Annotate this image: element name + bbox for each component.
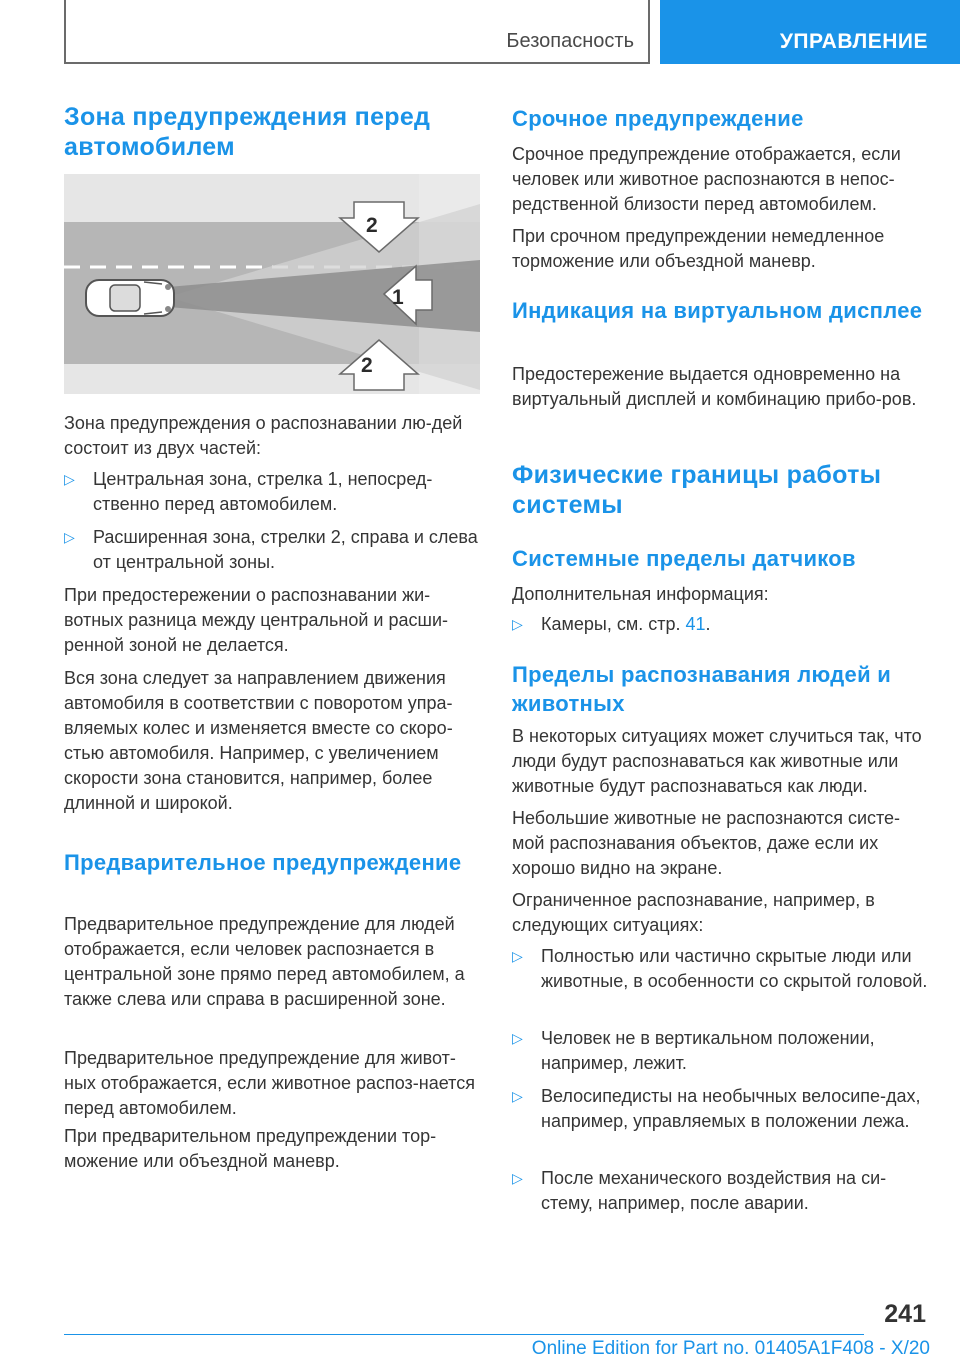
heading-warning-zone: Зона предупреждения перед автомобилем [64, 103, 431, 161]
paragraph-zone-follows: Вся зона следует за направлением движения автомобиля в соответствии с поворотом упра-вляемых колес и изменяется вместе со скоро-стью автомобиля. Например, с увеличением скорости зона становится, например, более длинной и широкой. [64, 668, 453, 813]
paragraph-additional-info: Дополнительная информация: [512, 584, 769, 604]
bullet-triangle-icon: ▷ [512, 1170, 523, 1186]
list-item-cameras: ▷ Камеры, см. стр. 41. [512, 612, 928, 637]
paragraph-small-animals: Небольшие животные не распознаются систе-мой распознавания объектов, даже если их хорошо видно на экране. [512, 808, 901, 878]
footer-divider [64, 1334, 864, 1335]
heading-preliminary-warning: Предварительное предупреждение [64, 850, 462, 875]
paragraph-urgent-action: При срочном предупреждении немедленное торможение или объездной маневр. [512, 226, 885, 271]
heading-physical-limits: Физические границы работы системы [512, 461, 882, 519]
page-reference-link[interactable]: 41 [685, 614, 706, 634]
list-item-cyclists: ▷ Велосипедисты на необычных велосипе-дах, например, управляемых в положении лежа. [512, 1086, 921, 1131]
heading-sensor-limits: Системные пределы датчиков [512, 546, 856, 571]
bullet-triangle-icon: ▷ [512, 1088, 523, 1104]
list-item-impact: ▷ После механического воздействия на си-стему, например, после аварии. [512, 1168, 887, 1213]
paragraph-virtual-display: Предостережение выдается одновременно на виртуальный дисплей и комбинацию прибо-ров. [512, 364, 917, 409]
list-item-central-zone: ▷ Центральная зона, стрелка 1, непосред-ственно перед автомобилем. [64, 469, 433, 514]
header-section-box [64, 0, 650, 64]
arrow-label-2-bottom: 2 [361, 354, 373, 377]
bullet-triangle-icon: ▷ [512, 1030, 523, 1046]
heading-recognition-limits: Пределы распознавания людей и животных [512, 662, 892, 716]
warning-zone-figure [64, 174, 480, 394]
bullet-triangle-icon: ▷ [512, 948, 523, 964]
list-item-extended-zone: ▷ Расширенная зона, стрелки 2, справа и слева от центральной зоны. [64, 527, 478, 572]
paragraph-preliminary-animals: Предварительное предупреждение для живот-ных отображается, если животное распоз-нается перед автомобилем. [64, 1048, 475, 1118]
paragraph-animals: При предостережении о распознавании жи-вотных разница между центральной и расши-ренной зоной не делается. [64, 585, 448, 655]
bullet-triangle-icon: ▷ [512, 616, 523, 632]
heading-urgent-warning: Срочное предупреждение [512, 106, 804, 131]
paragraph-urgent-display: Срочное предупреждение отображается, если человек или животное распознаются в непос-редственной близости перед автомобилем. [512, 144, 901, 214]
paragraph-zone-parts: Зона предупреждения о распознавании лю-дей состоит из двух частей: [64, 413, 463, 458]
bullet-triangle-icon: ▷ [64, 529, 75, 545]
list-item-lying: ▷ Человек не в вертикальном положении, например, лежит. [512, 1028, 875, 1073]
arrow-label-2-top: 2 [366, 214, 378, 237]
heading-virtual-display: Индикация на виртуальном дисплее [512, 298, 923, 323]
paragraph-misrecognition: В некоторых ситуациях может случиться так, что люди будут распознаваться как животные или животные будут распознаваться как люди. [512, 726, 922, 796]
paragraph-preliminary-action: При предварительном предупреждении тор-можение или объездной маневр. [64, 1126, 437, 1171]
car-icon [86, 280, 174, 316]
header-chapter-box [660, 0, 960, 64]
footer-edition: Online Edition for Part no. 01405A1F408 - X/20 [531, 1338, 930, 1359]
header-chapter-title: УПРАВЛЕНИЕ [779, 30, 928, 53]
paragraph-limited-recognition: Ограниченное распознавание, например, в следующих ситуациях: [512, 890, 875, 935]
page-number: 241 [884, 1300, 926, 1328]
arrow-label-1: 1 [392, 286, 404, 309]
header-section-title: Безопасность [506, 30, 634, 52]
list-item-hidden: ▷ Полностью или частично скрытые люди или животные, в особенности со скрытой головой. [512, 946, 928, 991]
paragraph-preliminary-people: Предварительное предупреждение для людей отображается, если человек распознается в центральной зоне прямо перед автомобилем, а также слева или справа в расширенной зоне. [64, 914, 465, 1009]
bullet-triangle-icon: ▷ [64, 471, 75, 487]
